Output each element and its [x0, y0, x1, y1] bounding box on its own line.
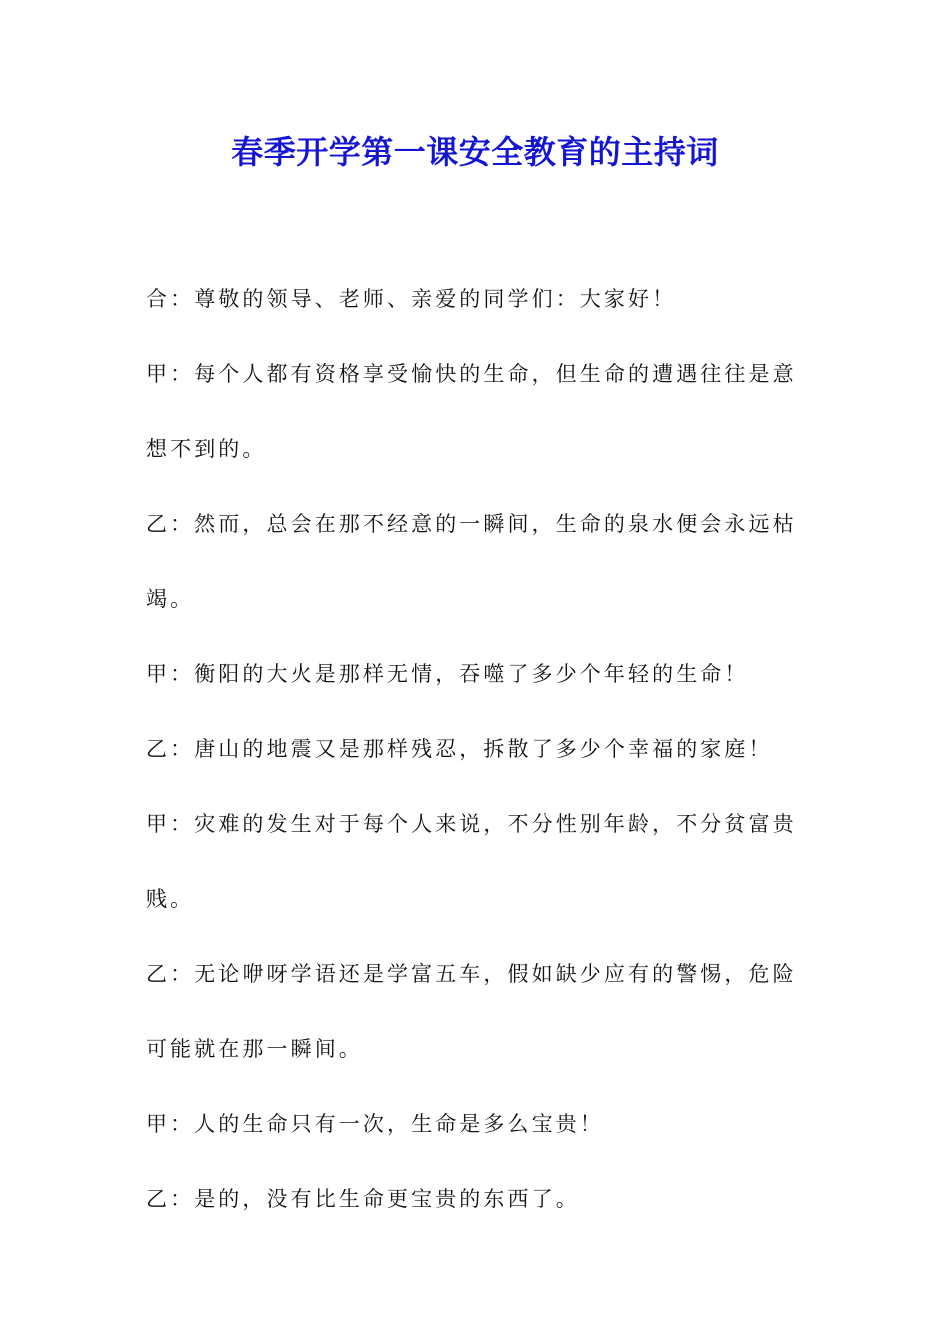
paragraph: 合：尊敬的领导、老师、亲爱的同学们：大家好！ [146, 287, 677, 311]
paragraph: 甲：每个人都有资格享受愉快的生命，但生命的遭遇往往是意想不到的。 [146, 362, 797, 461]
paragraph: 乙：是的，没有比生命更宝贵的东西了。 [146, 1187, 580, 1211]
paragraph: 乙：无论咿呀学语还是学富五车，假如缺少应有的警惕，危险可能就在那一瞬间。 [146, 962, 797, 1061]
paragraph: 甲：衡阳的大火是那样无情，吞噬了多少个年轻的生命！ [146, 662, 749, 686]
paragraph: 甲：人的生命只有一次，生命是多么宝贵！ [146, 1112, 604, 1136]
paragraph: 甲：灾难的发生对于每个人来说，不分性别年龄，不分贫富贵贱。 [146, 812, 797, 911]
document-title: 春季开学第一课安全教育的主持词 [231, 133, 719, 171]
paragraph: 乙：唐山的地震又是那样残忍，拆散了多少个幸福的家庭！ [146, 737, 773, 761]
document-body [146, 262, 806, 1237]
paragraph: 乙：然而，总会在那不经意的一瞬间，生命的泉水便会永远枯竭。 [146, 512, 797, 611]
